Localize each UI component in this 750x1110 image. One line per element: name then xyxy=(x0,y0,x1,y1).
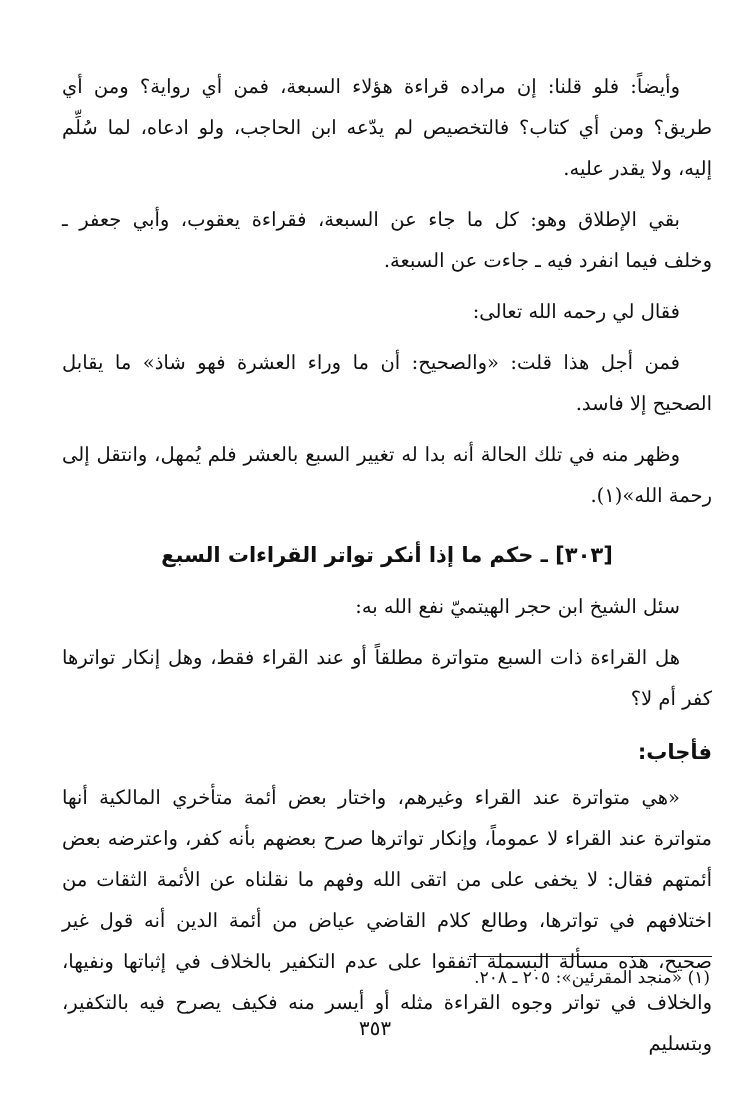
text-line: وظهر منه في تلك الحالة أنه بدا له تغيير السبع بالعشر فلم يُمهل، وانتقل إلى xyxy=(62,443,680,466)
answer-label: فأجاب: xyxy=(637,740,712,764)
footnote: (١) «منجد المقرئين»: ٢٠٥ ـ ٢٠٨. xyxy=(474,968,710,988)
text-line: رحمة الله»(١). xyxy=(590,484,712,507)
text-line: وأيضاً: فلو قلنا: إن مراده قراءة هؤلاء السبعة، فمن أي رواية؟ ومن أي xyxy=(62,75,680,98)
text-line: سئل الشيخ ابن حجر الهيتميّ نفع الله به: xyxy=(355,595,680,618)
text-line: وخلف فيما انفرد فيه ـ جاءت عن السبعة. xyxy=(383,249,712,272)
text-line: إليه، ولا يقدر عليه. xyxy=(563,157,712,180)
paragraph-3 xyxy=(62,291,712,332)
footnote-divider xyxy=(469,956,712,957)
text-line: كفر أم لا؟ xyxy=(630,687,712,710)
text-line: «هي متواترة عند القراء وغيرهم، واختار بعض أئمة متأخري المالكية أنها xyxy=(62,786,680,809)
text-line: بقي الإطلاق وهو: كل ما جاء عن السبعة، فقراءة يعقوب، وأبي جعفر ـ xyxy=(62,208,680,231)
question-intro xyxy=(62,586,712,627)
section-heading: [٣٠٣] ـ حكم ما إذا أنكر تواتر القراءات السبع xyxy=(161,543,613,567)
paragraph-5 xyxy=(62,434,712,516)
paragraph-2 xyxy=(62,199,712,281)
text-line: والخلاف في تواتر وجوه القراءة مثله أو أيسر منه فكيف يصرح فيه بالتكفير، وبتسليم xyxy=(62,991,712,1055)
paragraph-4 xyxy=(62,342,712,424)
text-line: الصحيح إلا فاسد. xyxy=(575,392,712,415)
text-line: صحيح، هذه مسألة البسملة اتفقوا على عدم التكفير بالخلاف في إثباتها ونفيها، xyxy=(62,950,712,973)
page-body xyxy=(62,66,712,1074)
text-line: هل القراءة ذات السبع متواترة مطلقاً أو عند القراء فقط، وهل إنكار تواترها xyxy=(62,646,680,669)
text-line: فقال لي رحمه الله تعالى: xyxy=(472,300,680,323)
page-number: ٣٥٣ xyxy=(358,1016,392,1040)
text-line: فمن أجل هذا قلت: «والصحيح: أن ما وراء العشرة فهو شاذ» ما يقابل xyxy=(62,351,680,374)
text-line: أئمتهم فقال: لا يخفى على من اتقى الله وفهم ما نقلناه عن الأئمة الثقات من xyxy=(62,868,712,891)
text-line: اختلافهم في تواترها، وطالع كلام القاضي عياض من أئمة الدين أنه قول غير xyxy=(62,909,712,932)
question-paragraph xyxy=(62,637,712,719)
paragraph-1 xyxy=(62,66,712,189)
text-line: متواترة عند القراء لا عموماً، وإنكار تواترها صرح بعضهم بأنه كفر، واعترضه بعض xyxy=(62,827,712,850)
text-line: طريق؟ ومن أي كتاب؟ فالتخصيص لم يدّعه ابن الحاجب، ولو ادعاه، لما سُلِّم xyxy=(62,116,712,139)
